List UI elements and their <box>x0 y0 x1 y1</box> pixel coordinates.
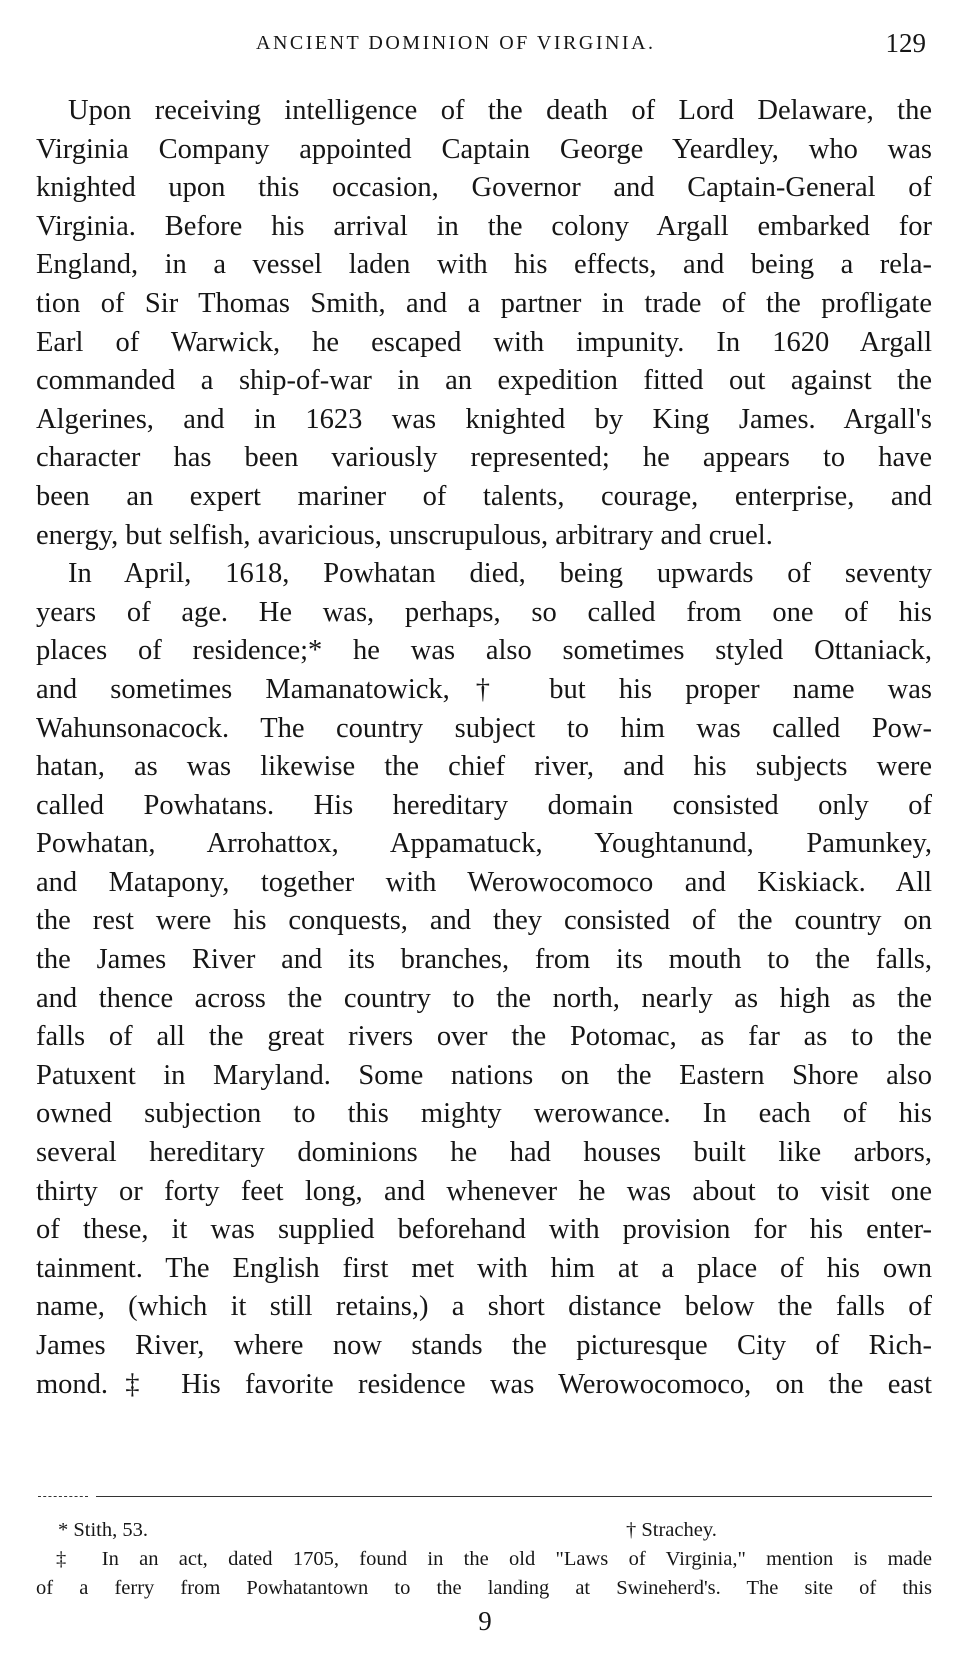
text-line: places of residence;* he was also sometimes styled Ottaniack, <box>36 635 932 667</box>
text-line: the James River and its branches, from its mouth to the falls, <box>36 944 932 976</box>
body-text <box>36 92 932 1404</box>
text-line: James River, where now stands the picturesque City of Rich- <box>36 1330 932 1361</box>
text-line: mond.‡ His favorite residence was Werowocomoco, on the east <box>36 1368 932 1400</box>
footnote-act-line: ‡ In an act, dated 1705, found in the old "Laws of Virginia," mention is made <box>56 1548 932 1570</box>
text-line: Patuxent in Maryland. Some nations on the Eastern Shore also <box>36 1059 932 1091</box>
text-line: England, in a vessel laden with his effects, and being a rela- <box>36 249 932 281</box>
footnote-divider-dashed <box>38 1496 88 1497</box>
text-line: name, (which it still retains,) a short distance below the falls of <box>36 1291 932 1323</box>
text-line: been an expert mariner of talents, courage, enterprise, and <box>36 480 932 512</box>
text-line: Virginia. Before his arrival in the colony Argall embarked for <box>36 210 932 242</box>
footnote-divider <box>36 1496 932 1497</box>
text-line: Earl of Warwick, he escaped with impunity. In 1620 Argall <box>36 326 932 358</box>
text-line: character has been variously represented; he appears to have <box>36 442 932 474</box>
footnotes <box>36 1516 932 1603</box>
text-line: owned subjection to this mighty werowance. In each of his <box>36 1098 932 1130</box>
text-line: energy, but selfish, avaricious, unscrupulous, arbitrary and cruel. <box>36 519 773 551</box>
text-line: commanded a ship-of-war in an expedition fitted out against the <box>36 365 932 397</box>
page-number: 129 <box>885 28 926 58</box>
text-line: the rest were his conquests, and they consisted of the country on <box>36 905 932 937</box>
text-line: hatan, as was likewise the chief river, and his subjects were <box>36 751 932 783</box>
footnote-stith: * Stith, 53. <box>58 1519 148 1541</box>
footnote-row <box>36 1516 932 1545</box>
text-line: tion of Sir Thomas Smith, and a partner in trade of the profligate <box>36 287 932 319</box>
text-line: and Matapony, together with Werowocomoco and Kiskiack. All <box>36 866 932 898</box>
text-line: knighted upon this occasion, Governor and Captain-General of <box>36 172 932 204</box>
running-title: ANCIENT DOMINION OF VIRGINIA. <box>256 32 656 54</box>
text-line: and thence across the country to the north, nearly as high as the <box>36 982 932 1014</box>
text-line: falls of all the great rivers over the Potomac, as far as to the <box>36 1021 932 1053</box>
footnote-strachey: † Strachey. <box>626 1519 717 1541</box>
text-line: Algerines, and in 1623 was knighted by King James. Argall's <box>36 403 932 435</box>
text-line: thirty or forty feet long, and whenever he was about to visit one <box>36 1175 932 1207</box>
text-line: several hereditary dominions he had houses built like arbors, <box>36 1137 932 1169</box>
footnote-act-line: of a ferry from Powhatantown to the landing at Swineherd's. The site of this <box>36 1577 932 1599</box>
text-line: and sometimes Mamanatowick,† but his proper name was <box>36 673 932 705</box>
text-line: In April, 1618, Powhatan died, being upwards of seventy <box>68 558 932 590</box>
page-header <box>36 28 932 64</box>
text-line: Powhatan, Arrohattox, Appamatuck, Youghtanund, Pamunkey, <box>36 828 932 860</box>
text-line: Wahunsonacock. The country subject to him was called Pow- <box>36 712 932 744</box>
signature-mark: 9 <box>478 1606 492 1636</box>
text-line: of these, it was supplied beforehand with provision for his enter- <box>36 1214 932 1246</box>
text-line: tainment. The English first met with him at a place of his own <box>36 1252 932 1284</box>
text-line: years of age. He was, perhaps, so called from one of his <box>36 596 932 628</box>
text-line: called Powhatans. His hereditary domain consisted only of <box>36 789 932 821</box>
text-line: Virginia Company appointed Captain George Yeardley, who was <box>36 133 932 165</box>
text-line: Upon receiving intelligence of the death of Lord Delaware, the <box>68 95 932 126</box>
